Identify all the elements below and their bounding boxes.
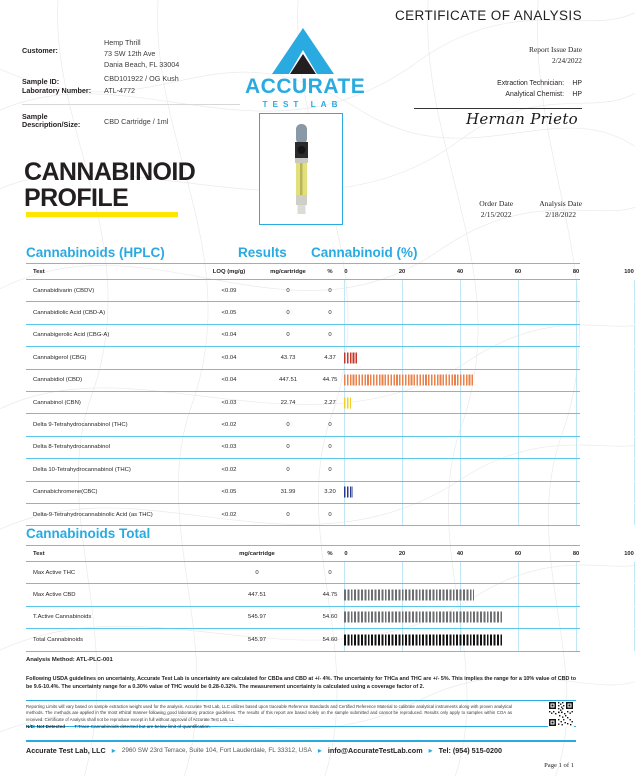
cell-percent: 0 (328, 332, 332, 339)
dates-row (392, 198, 582, 221)
table-row (26, 504, 580, 526)
sample-description-value: CBD Cartridge / 1ml (104, 117, 169, 126)
analysis-date-block (539, 198, 582, 221)
technician-block (497, 78, 582, 101)
extraction-technician-value: HP (572, 80, 582, 87)
logo-wordmark: ACCURATE (245, 75, 366, 98)
order-date-value: 2/15/2022 (480, 210, 512, 220)
table-header-row (26, 545, 634, 562)
sample-description-label-line1: Sample (22, 112, 48, 121)
chart-gridlines (344, 562, 580, 583)
logo-tagline: TEST LAB (262, 100, 343, 109)
cell-loq: <0.04 (221, 332, 237, 339)
cell-bar-chart (344, 437, 580, 458)
cell-loq: <0.04 (221, 377, 237, 384)
customer-address-block (104, 38, 179, 71)
footer-separator-icon-3: ▸ (428, 745, 433, 755)
cell-percent: 0 (328, 422, 332, 429)
cell-mg-per-cartridge: 545.97 (247, 636, 267, 643)
column-header-pct: % (327, 550, 333, 557)
table-row (26, 370, 580, 392)
axis-tick-60: 60 (514, 268, 522, 275)
axis-tick-0: 0 (344, 550, 348, 557)
cell-mg-per-cartridge: 447.51 (247, 592, 267, 599)
cell-mg-per-cartridge: 0 (286, 444, 290, 451)
cell-bar-chart (344, 562, 580, 583)
chart-axis-labels (344, 546, 634, 561)
cell-mg-per-cartridge: 22.74 (280, 399, 296, 406)
footer-divider (26, 740, 576, 742)
table-row (26, 414, 580, 436)
value-bar (344, 397, 351, 408)
customer-address-line2: Dania Beach, FL 33004 (104, 59, 180, 69)
chart-axis (344, 546, 634, 561)
laboratory-number-label: Laboratory Number: (22, 86, 92, 95)
order-date-block (479, 198, 513, 221)
page-title: CERTIFICATE OF ANALYSIS (395, 8, 582, 23)
company-logo (245, 28, 366, 109)
axis-tick-0: 0 (344, 268, 348, 275)
report-issue-date-block (529, 44, 582, 66)
chart-gridlines (344, 392, 580, 413)
cell-mg-per-cartridge: 0 (255, 569, 259, 576)
cell-bar-chart (344, 629, 580, 650)
nd-legend-rest: T:Trace Cannabinoids detected but are below limit of quantification. (74, 724, 211, 729)
cell-bar-chart (344, 459, 580, 480)
cell-loq: <0.03 (221, 399, 237, 406)
cell-percent: 0 (328, 310, 332, 317)
cell-loq: <0.05 (221, 489, 237, 496)
cell-bar-chart (344, 370, 580, 391)
value-bar (344, 487, 353, 498)
table-row (26, 347, 580, 369)
cell-test: Cannabigerol (CBG) (33, 354, 87, 361)
cell-test: Cannabidiol (CBD) (33, 377, 83, 384)
cell-mg-per-cartridge: 447.51 (278, 377, 298, 384)
product-image-box (259, 113, 343, 225)
table-row (26, 629, 580, 651)
column-header-test: Test (33, 268, 45, 275)
cell-mg-per-cartridge: 0 (286, 310, 290, 317)
value-bar (344, 634, 502, 645)
value-bar (344, 352, 357, 363)
axis-tick-80: 80 (572, 550, 580, 557)
cell-bar-chart (344, 280, 580, 301)
analysis-date-label: Analysis Date (539, 199, 582, 208)
cell-test: Cannabidivarin (CBDV) (33, 287, 95, 294)
cell-bar-chart (344, 584, 580, 605)
cell-loq: <0.04 (221, 354, 237, 361)
cell-loq: <0.02 (221, 422, 237, 429)
cell-percent: 0 (328, 466, 332, 473)
cell-bar-chart (344, 302, 580, 323)
cell-loq: <0.05 (221, 310, 237, 317)
totals-table (26, 545, 634, 652)
cell-loq: <0.02 (221, 511, 237, 518)
cell-bar-chart (344, 607, 580, 628)
analytical-chemist-label: Analytical Chemist: (505, 91, 564, 99)
footer-email[interactable]: info@AccurateTestLab.com (327, 746, 423, 755)
cell-percent: 3.20 (324, 489, 336, 496)
table-row (26, 607, 580, 629)
cell-test: Cannabigerolic Acid (CBG-A) (33, 332, 110, 339)
cell-mg-per-cartridge: 545.97 (247, 614, 267, 621)
signature-rule (414, 108, 582, 109)
customer-label: Customer: (22, 46, 58, 55)
chart-gridlines (344, 302, 580, 323)
value-bar (344, 375, 474, 386)
signature: Hernan Prieto (465, 110, 578, 128)
cell-bar-chart (344, 414, 580, 435)
page-number: Page 1 of 1 (544, 762, 574, 769)
nd-legend-bold: N/D: Not Detected (26, 724, 66, 729)
cell-mg-per-cartridge: 31.99 (280, 489, 296, 496)
cell-test: Cannabichromene(CBC) (33, 489, 98, 496)
column-header-pct: % (327, 268, 333, 275)
cell-mg-per-cartridge: 0 (286, 287, 290, 294)
fineprint-text: Reporting Limits will vary based on sample extraction weight used for the analysis. Accurate Test Lab, LLC utilizes based upon traceable Reference Standards and Certified Reference Material to calibrate analytical instruments along with proven analytical methods. The methods are applied in the most ethical manner following good laboratory practice guidelines. The results of this report are based solely on the sample submitted and cannot be reproduced. Results only apply to samples within COA as received. Certificate of Analysis shall not be reproduce except in full without approval of Accurate Test Lab, LL (26, 704, 512, 722)
chart-gridlines (344, 325, 580, 346)
profile-heading-line2: PROFILE (24, 183, 129, 212)
chart-gridlines (344, 437, 580, 458)
header-divider (22, 104, 240, 105)
sample-id-label: Sample ID: (22, 77, 60, 86)
axis-tick-80: 80 (572, 268, 580, 275)
hplc-table (26, 263, 634, 526)
value-bar (344, 590, 474, 601)
mountain-logo-icon (272, 28, 334, 74)
footer-address: 2960 SW 23rd Terrace, Suite 104, Fort Lauderdale, FL 33312, USA (121, 747, 312, 754)
cell-percent: 0 (328, 569, 332, 576)
qr-code-icon (548, 701, 574, 727)
cell-mg-per-cartridge: 0 (286, 422, 290, 429)
cell-bar-chart (344, 325, 580, 346)
section-title-hplc: Cannabinoids (HPLC) (26, 245, 165, 260)
column-header-loq: LOQ (mg/g) (212, 268, 246, 275)
uncertainty-note: Following USDA guidelines on uncertainty, Accurate Test Lab is uncertainty are calculated for CBDa and CBD at +/- 4%. The uncertainty for THCa and THC are +/- 5%. This implies the range for a 10% value of CBD to be 9.6-10.4%. The uncertainty range for a 0.30% value of THC would be 0.28-0.32%. The measurement uncertainty is calculated using a coverage factor of 2. (26, 676, 576, 691)
chart-gridlines (344, 504, 580, 525)
vape-cartridge-image (284, 122, 318, 218)
table-row (26, 584, 580, 606)
cell-percent: 54.60 (322, 614, 338, 621)
cell-mg-per-cartridge: 0 (286, 511, 290, 518)
cell-percent: 44.75 (322, 377, 338, 384)
table-row (26, 437, 580, 459)
analysis-date-value: 2/18/2022 (545, 210, 576, 220)
cell-test: Cannabidiolic Acid (CBD-A) (33, 310, 106, 317)
cell-percent: 4.37 (324, 354, 336, 361)
axis-tick-20: 20 (398, 550, 406, 557)
axis-tick-40: 40 (456, 550, 464, 557)
chart-axis-labels (344, 264, 634, 279)
footer-phone: Tel: (954) 515-0200 (438, 746, 503, 755)
cell-percent: 44.75 (322, 592, 338, 599)
sample-description-label-line2: Description/Size: (22, 120, 81, 129)
cell-test: Max Active CBD (33, 592, 76, 599)
footer-bar (26, 746, 576, 755)
analysis-method: Analysis Method: ATL-PLC-001 (26, 657, 113, 663)
chart-axis (344, 264, 634, 279)
footer-separator-icon-1: ▸ (111, 745, 116, 755)
section-title-results: Results (238, 245, 287, 260)
analytical-chemist-value: HP (572, 91, 582, 99)
table-row (26, 325, 580, 347)
cell-percent: 2.27 (324, 399, 336, 406)
cell-test: Delta-9-Tetrahydrocannabinolic Acid (as THC) (33, 511, 153, 518)
cell-mg-per-cartridge: 0 (286, 466, 290, 473)
nd-legend (26, 724, 211, 729)
table-row (26, 562, 580, 584)
report-issue-date-value: 2/24/2022 (552, 56, 582, 66)
cell-bar-chart (344, 392, 580, 413)
cell-bar-chart (344, 482, 580, 503)
table-row (26, 392, 580, 414)
cell-percent: 54.60 (322, 636, 338, 643)
chart-gridlines (344, 414, 580, 435)
axis-tick-100: 100 (624, 550, 634, 557)
customer-name: Hemp Thrill (104, 38, 141, 47)
chart-gridlines (344, 347, 580, 368)
cell-test: Delta 8-Tetrahydrocannabinol (33, 444, 110, 451)
table-header-row (26, 263, 634, 280)
cell-mg-per-cartridge: 43.73 (280, 354, 296, 361)
chart-gridlines (344, 459, 580, 480)
axis-tick-100: 100 (624, 268, 634, 275)
cell-test: Cannabinol (CBN) (33, 399, 81, 406)
cell-percent: 0 (328, 444, 332, 451)
chart-gridlines (344, 482, 580, 503)
order-date-label: Order Date (479, 199, 514, 208)
table-row (26, 459, 580, 481)
footer-company: Accurate Test Lab, LLC (26, 746, 106, 755)
extraction-technician-label: Extraction Technician: (497, 80, 564, 87)
cell-test: Delta 9-Tetrahydrocannabinol (THC) (33, 422, 128, 429)
cell-test: Delta 10-Tetrahydrocannabinol (THC) (33, 466, 131, 473)
cell-bar-chart (344, 504, 580, 525)
heading-underline (26, 212, 178, 217)
axis-tick-60: 60 (514, 550, 522, 557)
cell-percent: 0 (328, 511, 332, 518)
value-bar (344, 612, 502, 623)
cell-loq: <0.09 (221, 287, 237, 294)
cell-bar-chart (344, 347, 580, 368)
cell-mg-per-cartridge: 0 (286, 332, 290, 339)
laboratory-number-value: ATL-4772 (104, 86, 136, 95)
footer-separator-icon-2: ▸ (317, 745, 322, 755)
column-header-mg: mg/cartridge (239, 550, 275, 557)
profile-heading (24, 160, 195, 212)
table-row (26, 482, 580, 504)
axis-tick-20: 20 (398, 268, 406, 275)
customer-address-line1: 73 SW 12th Ave (104, 48, 156, 58)
table-row (26, 280, 580, 302)
section-title-totals: Cannabinoids Total (26, 526, 151, 541)
profile-heading-line1: CANNABINOID (24, 158, 196, 186)
cell-test: T.Active Cannabinoids (33, 614, 92, 621)
report-issue-date-label: Report Issue Date (529, 45, 582, 54)
cell-percent: 0 (328, 287, 332, 294)
column-header-mg: mg/cartridge (270, 268, 306, 275)
chart-gridlines (344, 280, 580, 301)
sample-id-value: CBD101922 / OG Kush (104, 74, 179, 83)
cell-loq: <0.02 (221, 466, 237, 473)
cell-loq: <0.03 (221, 444, 237, 451)
column-header-test: Test (33, 550, 45, 557)
table-row (26, 302, 580, 324)
cell-test: Max Active THC (33, 569, 76, 576)
cell-test: Total Cannabinoids (33, 636, 84, 643)
axis-tick-40: 40 (456, 268, 464, 275)
section-title-cannabinoid-pct: Cannabinoid (%) (311, 245, 418, 260)
